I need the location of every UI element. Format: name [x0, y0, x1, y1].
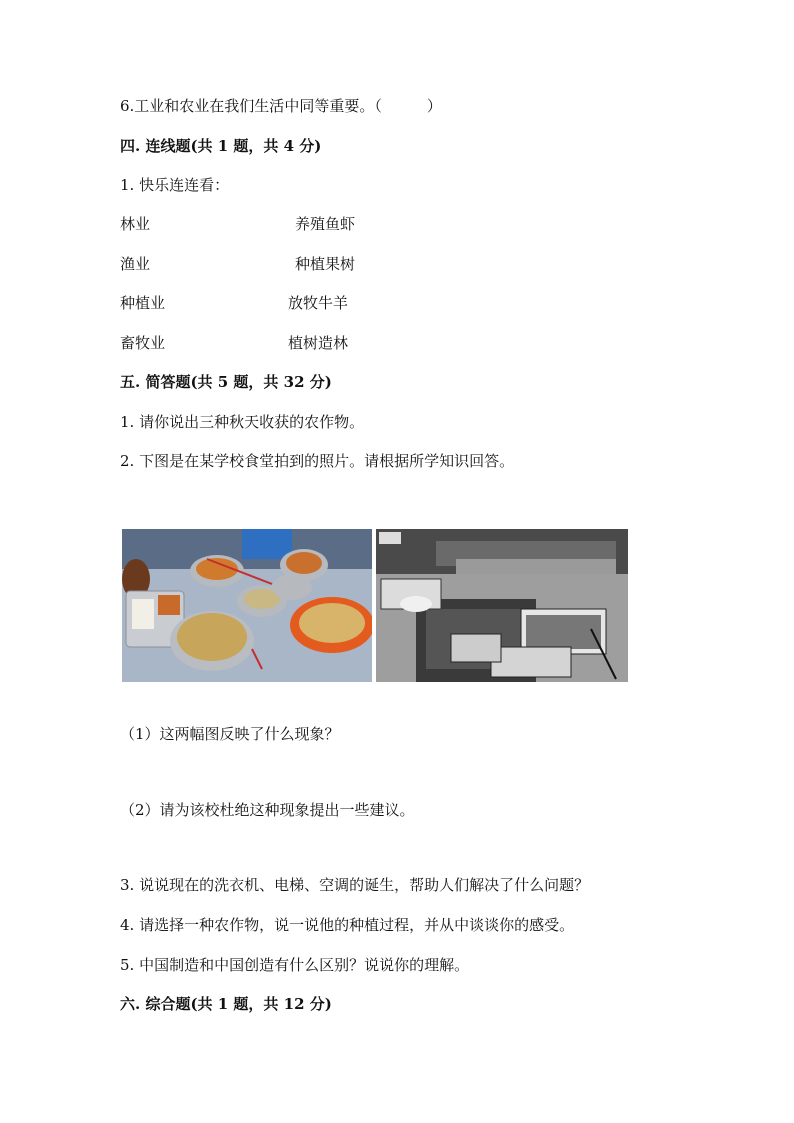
cafeteria-leftovers-photo — [122, 529, 372, 682]
match-left-item: 林业 — [120, 215, 151, 233]
question-5-5: 5. 中国制造和中国创造有什么区别？说说你的理解。 — [120, 956, 470, 974]
match-right-item: 植树造林 — [288, 334, 349, 352]
question-5-1: 1. 请你说出三种秋天收获的农作物。 — [120, 413, 365, 431]
section-6-title: 六. 综合题(共 1 题，共 12 分) — [120, 995, 332, 1013]
matching-intro: 1. 快乐连连看： — [120, 176, 230, 194]
section-5-title: 五. 简答题(共 5 题，共 32 分) — [120, 373, 332, 391]
match-right-item: 放牧牛羊 — [288, 294, 349, 312]
match-left-item: 畜牧业 — [120, 334, 166, 352]
sub-question-1: （1）这两幅图反映了什么现象？ — [120, 725, 340, 743]
question-5-3: 3. 说说现在的洗衣机、电梯、空调的诞生，帮助人们解决了什么问题？ — [120, 876, 590, 894]
question-5-4: 4. 请选择一种农作物，说一说他的种植过程，并从中谈谈你的感受。 — [120, 916, 575, 934]
match-right-item: 种植果树 — [295, 255, 356, 273]
match-right-item: 养殖鱼虾 — [295, 215, 356, 233]
question-5-2: 2. 下图是在某学校食堂拍到的照片。请根据所学知识回答。 — [120, 452, 515, 470]
question-6-true-false: 6.工业和农业在我们生活中同等重要。（ ） — [120, 97, 442, 115]
match-left-item: 渔业 — [120, 255, 151, 273]
match-left-item: 种植业 — [120, 294, 166, 312]
cafeteria-trays-photo — [376, 529, 628, 682]
section-4-title: 四. 连线题(共 1 题，共 4 分) — [120, 137, 322, 155]
sub-question-2: （2）请为该校杜绝这种现象提出一些建议。 — [120, 801, 415, 819]
